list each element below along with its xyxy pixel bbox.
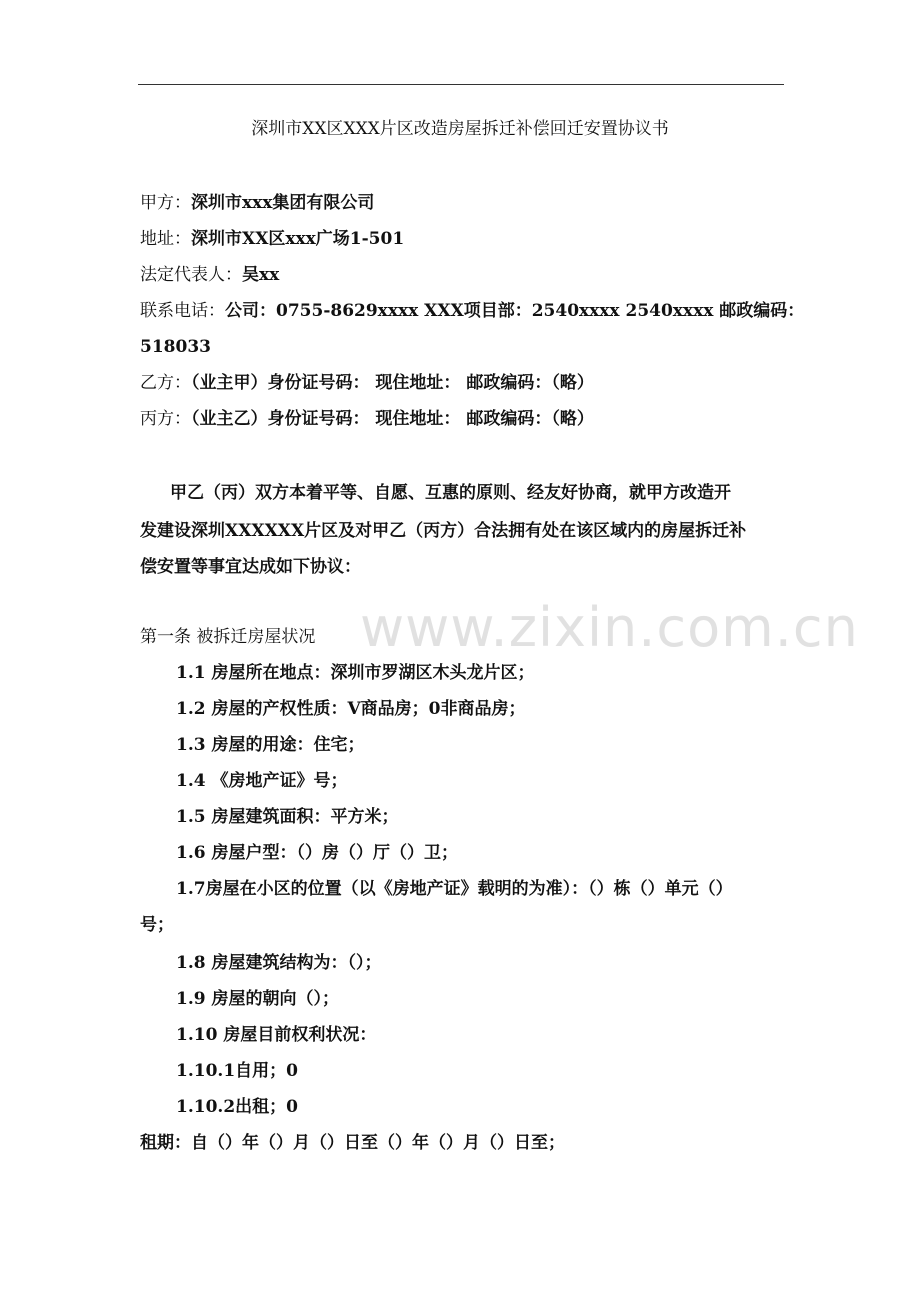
- party-b-label: 乙方：: [140, 373, 191, 393]
- article-item: 1.8 房屋建筑结构为：（）；: [176, 953, 382, 973]
- lease-term-line: 租期：自（）年（）月（）日至（）年（）月（）日至；: [140, 1133, 565, 1153]
- party-c-line: [140, 408, 594, 430]
- article-item: 1.10.2出租；0: [176, 1097, 298, 1117]
- address-line: [140, 228, 404, 250]
- party-a-label: 甲方：: [140, 193, 191, 213]
- article-item: 1.5 房屋建筑面积：平方米；: [176, 807, 399, 827]
- phone-label: 联系电话：: [140, 301, 225, 321]
- party-b-value: （业主甲）身份证号码： 现住地址： 邮政编码：（略）: [191, 373, 594, 393]
- article-item: 1.7房屋在小区的位置（以《房地产证》载明的为准）：（）栋（）单元（）: [176, 879, 733, 899]
- document-title: 深圳市XX区XXX片区改造房屋拆迁补偿回迁安置协议书: [251, 119, 669, 139]
- site-watermark: www.zixin.com.cn: [360, 596, 859, 659]
- representative-line: [140, 264, 279, 286]
- party-c-value: （业主乙）身份证号码： 现住地址： 邮政编码：（略）: [191, 409, 594, 429]
- article-item: 1.10.1自用；0: [176, 1061, 298, 1081]
- article-item-continuation: 号；: [140, 915, 174, 935]
- postal-code: 518033: [140, 337, 211, 357]
- article-item: 1.9 房屋的朝向（）；: [176, 989, 339, 1009]
- address-label: 地址：: [140, 229, 191, 249]
- phone-line: [140, 300, 804, 322]
- article-item: 1.6 房屋户型：（）房（）厅（）卫；: [176, 843, 458, 863]
- party-a-line: [140, 192, 374, 214]
- address-value: 深圳市XX区xxx广场1-501: [191, 229, 405, 249]
- representative-value: 吴xx: [242, 265, 280, 285]
- article-item: 1.4 《房地产证》号；: [176, 771, 348, 791]
- article-item: 1.2 房屋的产权性质：V商品房；0非商品房；: [176, 699, 526, 719]
- representative-label: 法定代表人：: [140, 265, 242, 285]
- article-item: 1.3 房屋的用途：住宅；: [176, 735, 365, 755]
- header-rule: [138, 84, 784, 85]
- article-item: 1.10 房屋目前权利状况：: [176, 1025, 377, 1045]
- article-item: 1.1 房屋所在地点：深圳市罗湖区木头龙片区；: [176, 663, 535, 683]
- preamble-line-1: 甲乙（丙）双方本着平等、自愿、互惠的原则、经友好协商，就甲方改造开: [170, 483, 731, 503]
- phone-value: 公司：0755-8629xxxx XXX项目部：2540xxxx 2540xxxx 邮政编码：: [225, 301, 805, 321]
- preamble-line-3: 偿安置等事宜达成如下协议：: [140, 557, 361, 577]
- party-a-value: 深圳市xxx集团有限公司: [191, 193, 375, 213]
- party-c-label: 丙方：: [140, 409, 191, 429]
- party-b-line: [140, 372, 594, 394]
- article-1-heading: 第一条 被拆迁房屋状况: [140, 627, 316, 647]
- preamble-line-2: 发建设深圳XXXXXX片区及对甲乙（丙方）合法拥有处在该区域内的房屋拆迁补: [140, 521, 747, 541]
